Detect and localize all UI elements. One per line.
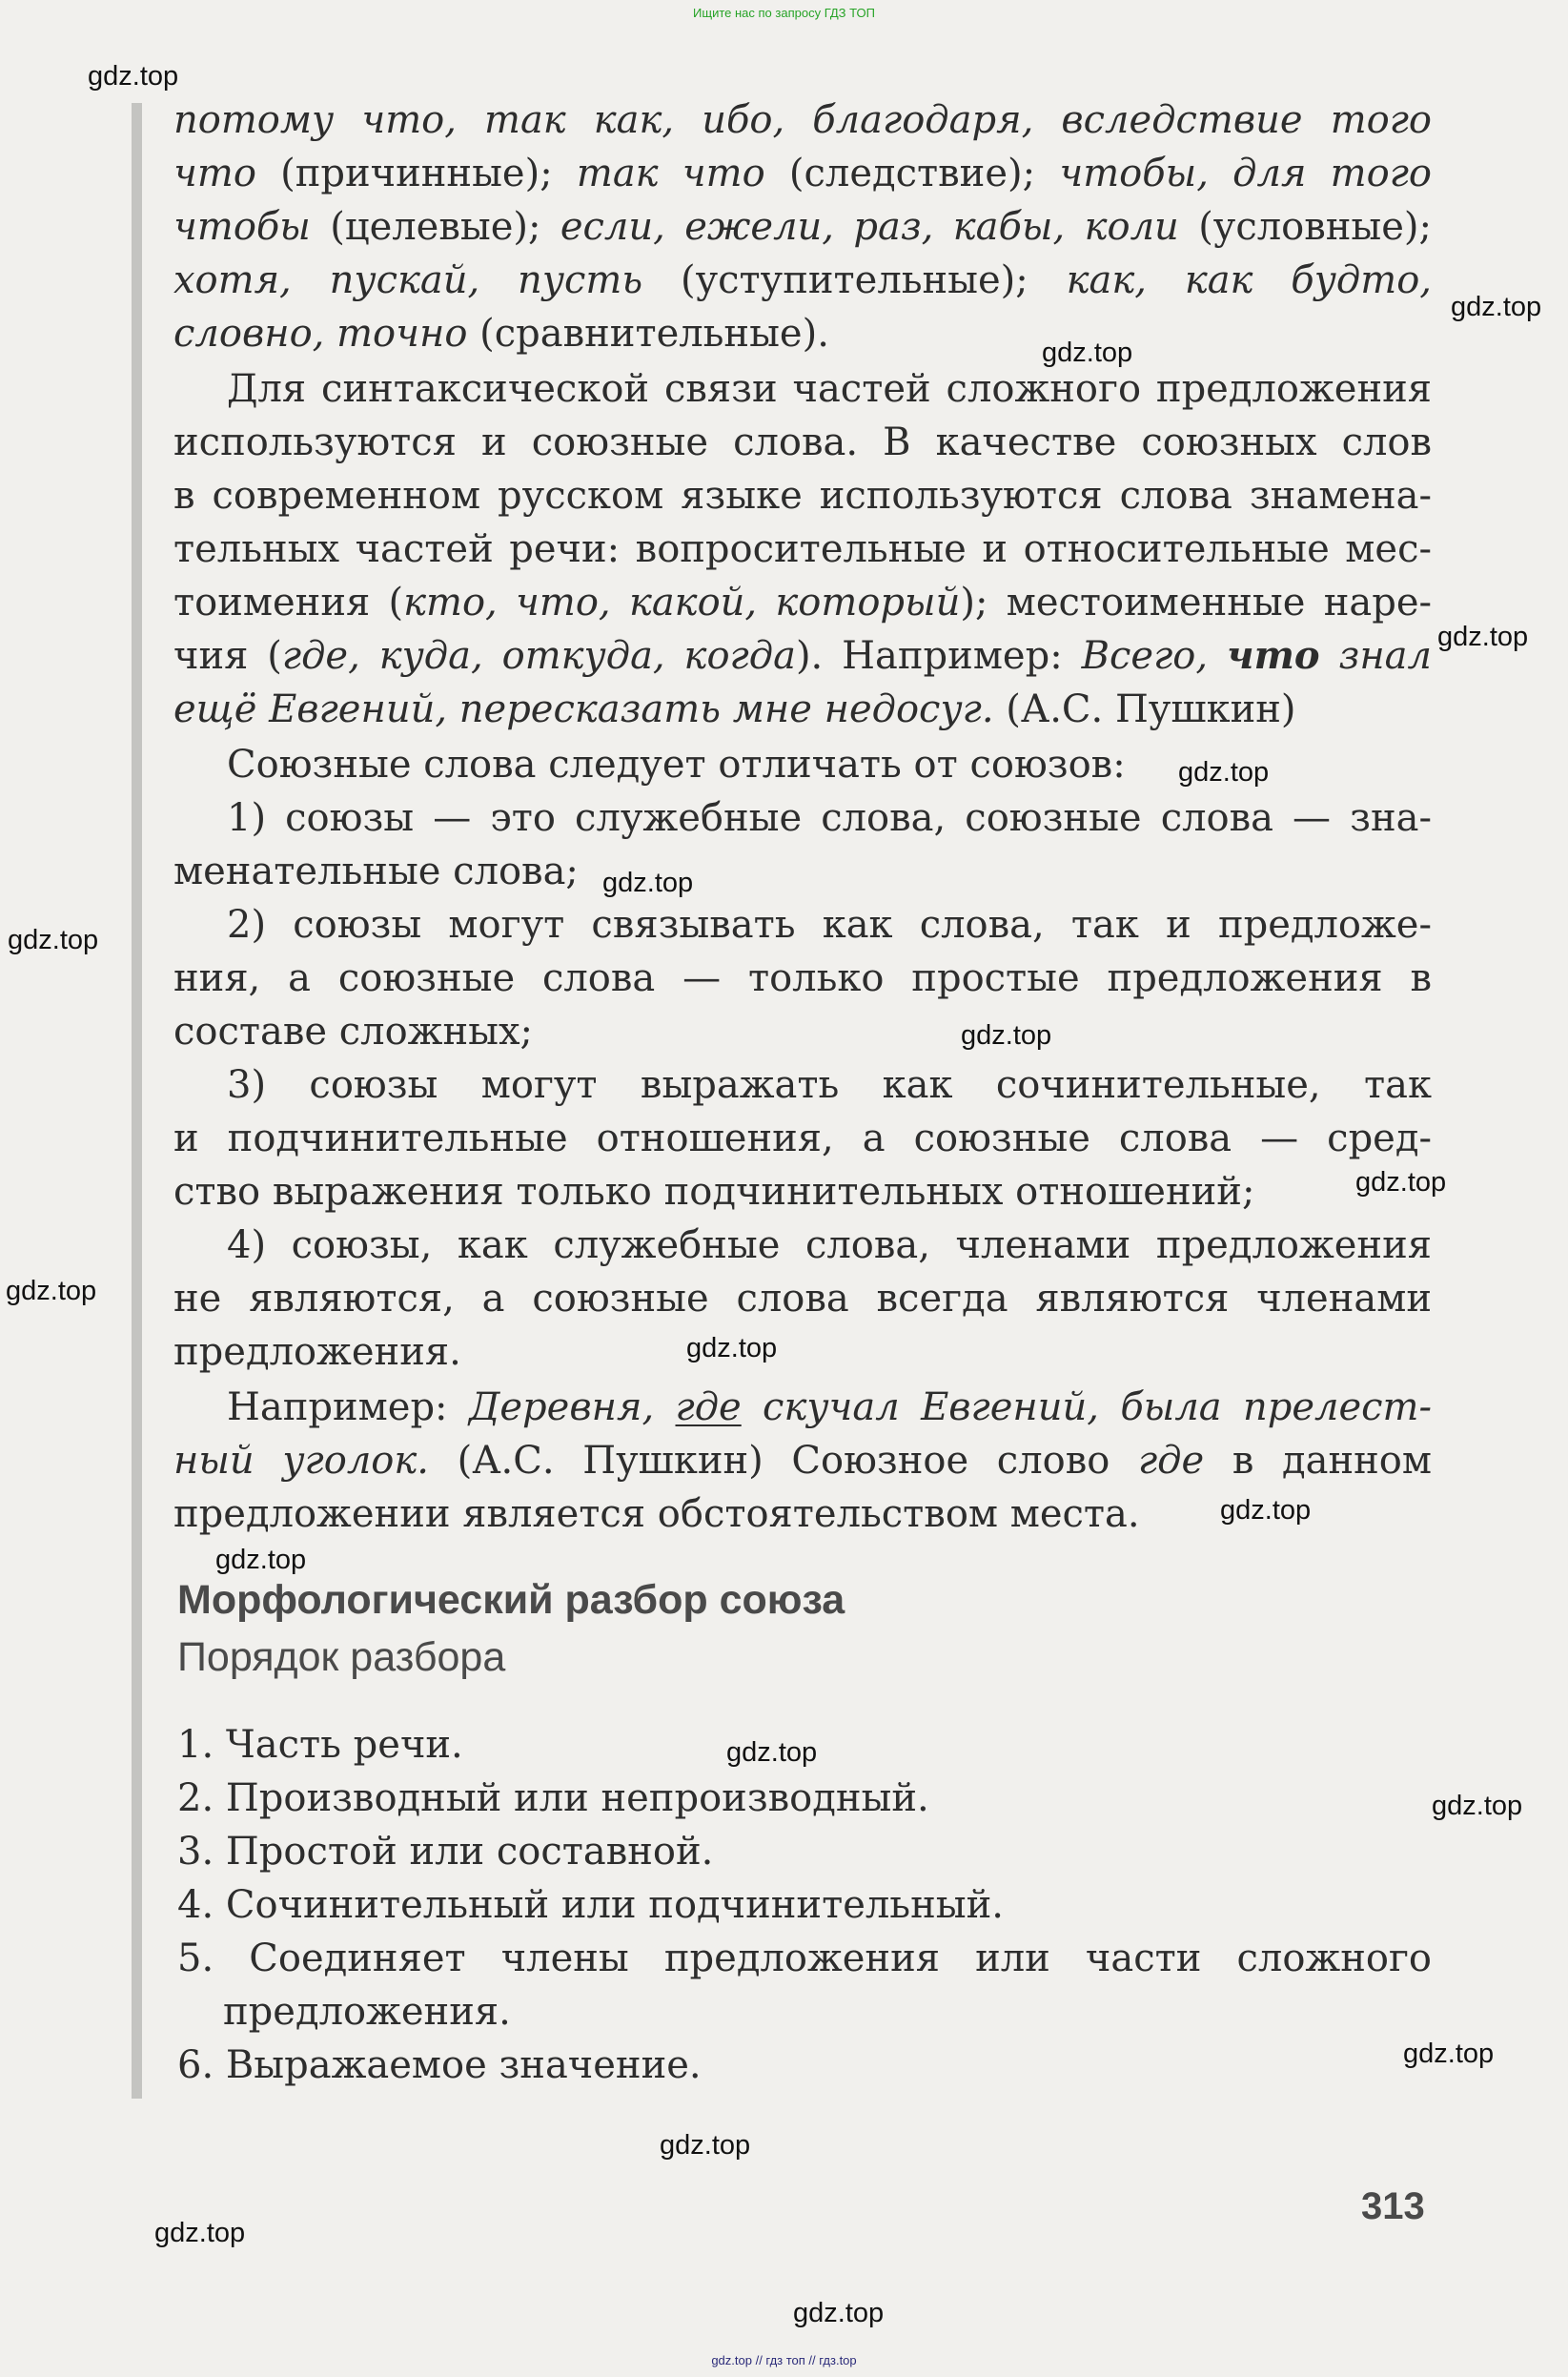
list-item: 6. Выражаемое значение. xyxy=(177,2043,702,2087)
watermark: gdz.top xyxy=(726,1737,818,1768)
watermark: gdz.top xyxy=(602,868,694,898)
section-heading: Морфологический разбор союза xyxy=(177,1577,845,1623)
text-line: потому что, так как, ибо, благодаря, вследствие того xyxy=(173,98,1432,142)
watermark: gdz.top xyxy=(1220,1495,1312,1526)
list-item: 3. Простой или составной. xyxy=(177,1830,714,1874)
watermark: gdz.top xyxy=(1403,2039,1495,2069)
text-line: составе сложных; xyxy=(173,1010,533,1054)
watermark: gdz.top xyxy=(6,1276,97,1306)
text-line: хотя, пускай, пусть (уступительные); как, как будто, xyxy=(173,258,1432,302)
text-line: ство выражения только подчинительных отношений; xyxy=(173,1170,1255,1214)
text-line: Например: Деревня, где скучал Евгений, была прелест- xyxy=(227,1385,1433,1429)
watermark: gdz.top xyxy=(686,1333,778,1363)
text-line: 1) союзы — это служебные слова, союзные слова — зна- xyxy=(227,796,1432,840)
text-line: что (причинные); так что (следствие); чтобы, для того xyxy=(173,152,1432,195)
list-item: 5. Соединяет члены предложения или части сложного xyxy=(177,1936,1432,1980)
text-line: Для синтаксической связи частей сложного предложения xyxy=(227,367,1432,411)
list-item: 1. Часть речи. xyxy=(177,1723,463,1767)
text-line: словно, точно (сравнительные). xyxy=(173,312,829,356)
text-line: ный уголок. (А.С. Пушкин) Союзное слово где в данном xyxy=(173,1439,1432,1483)
watermark: gdz.top xyxy=(88,61,179,92)
watermark: gdz.top xyxy=(793,2298,885,2328)
watermark: gdz.top xyxy=(1178,757,1270,788)
text-line: ния, а союзные слова — только простые предложения в xyxy=(173,956,1432,1000)
top-banner: Ищите нас по запросу ГДЗ ТОП xyxy=(693,6,875,20)
watermark: gdz.top xyxy=(1042,338,1133,368)
watermark: gdz.top xyxy=(1437,622,1529,652)
page-number: 313 xyxy=(1361,2185,1425,2227)
text-line: чия (где, куда, откуда, когда). Например: Всего, что знал xyxy=(173,633,1432,678)
watermark: gdz.top xyxy=(961,1020,1052,1051)
margin-bar xyxy=(132,103,142,2099)
text-line: предложения. xyxy=(173,1330,461,1374)
watermark: gdz.top xyxy=(1355,1167,1447,1198)
text-line: ещё Евгений, пересказать мне недосуг. (А.С. Пушкин) xyxy=(173,687,1296,731)
text-line: используются и союзные слова. В качестве союзных слов xyxy=(173,420,1432,464)
text-line: 4) союзы, как служебные слова, членами предложения xyxy=(227,1223,1432,1267)
list-item: предложения. xyxy=(223,1990,511,2034)
watermark: gdz.top xyxy=(660,2130,751,2161)
list-item: 2. Производный или непроизводный. xyxy=(177,1776,929,1820)
text-line: чтобы (целевые); если, ежели, раз, кабы, коли (условные); xyxy=(173,205,1433,249)
text-line: тельных частей речи: вопросительные и относительные мес- xyxy=(173,527,1432,571)
watermark: gdz.top xyxy=(215,1545,307,1575)
section-subheading: Порядок разбора xyxy=(177,1634,506,1680)
text-line: и подчинительные отношения, а союзные слова — сред- xyxy=(173,1117,1432,1160)
text-line: в современном русском языке используются слова знамена- xyxy=(173,474,1432,518)
bottom-banner: gdz.top // гдз топ // гдз.top xyxy=(711,2353,857,2367)
text-line: тоимения (кто, что, какой, который); местоименные наре- xyxy=(173,581,1433,625)
text-line: предложении является обстоятельством места. xyxy=(173,1492,1140,1536)
list-item: 4. Сочинительный или подчинительный. xyxy=(177,1883,1004,1927)
watermark: gdz.top xyxy=(1432,1791,1523,1821)
text-line: 3) союзы могут выражать как сочинительные, так xyxy=(227,1063,1432,1107)
watermark: gdz.top xyxy=(1451,292,1542,322)
text-line: 2) союзы могут связывать как слова, так и предложе- xyxy=(227,903,1432,947)
watermark: gdz.top xyxy=(154,2218,246,2248)
text-line: менательные слова; xyxy=(173,850,579,893)
watermark: gdz.top xyxy=(8,925,99,955)
text-line: не являются, а союзные слова всегда являются членами xyxy=(173,1277,1432,1321)
text-line: Союзные слова следует отличать от союзов: xyxy=(227,743,1126,787)
